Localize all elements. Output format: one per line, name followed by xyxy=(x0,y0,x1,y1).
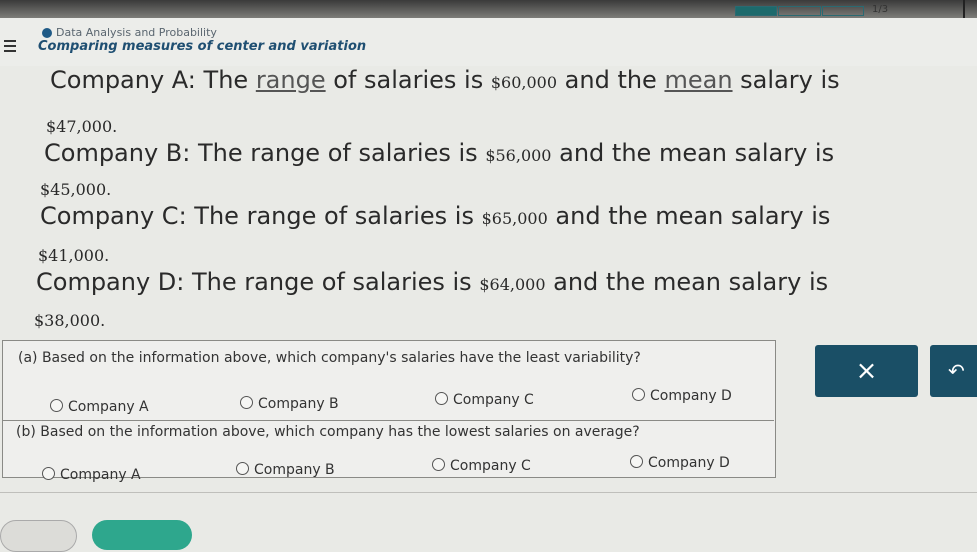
option-label: Company A xyxy=(68,399,149,415)
salary-value: $38,000. xyxy=(34,311,106,330)
option-a-company-d[interactable] xyxy=(632,388,732,404)
salary-value: $45,000. xyxy=(40,180,112,199)
radio-button[interactable] xyxy=(432,458,445,471)
mean-word: mean xyxy=(652,268,722,296)
statement-text: and the xyxy=(559,139,652,167)
salary-value: $41,000. xyxy=(38,246,110,265)
statement-a xyxy=(50,66,840,94)
option-b-company-d[interactable] xyxy=(630,455,730,471)
statement-text: The xyxy=(192,268,237,296)
undo-button[interactable] xyxy=(930,345,977,397)
statement-text: and the xyxy=(555,202,648,230)
statement-text: of salaries is xyxy=(324,202,474,230)
radio-button[interactable] xyxy=(632,388,645,401)
option-label: Company A xyxy=(60,467,141,483)
radio-button[interactable] xyxy=(42,467,55,480)
company-label: Company D: xyxy=(36,268,185,296)
statement-text: of salaries is xyxy=(327,139,478,167)
range-word: range xyxy=(246,202,317,230)
option-a-company-c[interactable] xyxy=(435,392,534,408)
statement-c xyxy=(40,202,830,230)
mean-word: mean xyxy=(658,139,727,167)
option-label: Company B xyxy=(258,396,339,412)
statement-d xyxy=(36,268,828,296)
radio-button[interactable] xyxy=(240,396,253,409)
range-link[interactable]: range xyxy=(255,66,326,94)
statement-text: The xyxy=(198,139,243,167)
mean-word: mean xyxy=(655,202,724,230)
divider xyxy=(2,420,774,421)
radio-button[interactable] xyxy=(630,455,643,468)
option-label: Company D xyxy=(650,388,732,404)
progress-bar xyxy=(735,6,865,16)
progress-segment xyxy=(822,6,864,16)
option-label: Company B xyxy=(254,462,335,478)
option-label: Company D xyxy=(648,455,730,471)
footer-primary-button[interactable] xyxy=(92,520,192,550)
salary-value: $47,000. xyxy=(46,117,118,136)
statement-text: and the xyxy=(564,66,657,94)
option-label: Company C xyxy=(450,458,531,474)
statement-text: The xyxy=(194,202,239,230)
option-b-company-a[interactable] xyxy=(42,467,141,483)
progress-segment xyxy=(735,6,777,16)
statement-text: and the xyxy=(553,268,646,296)
clear-button[interactable] xyxy=(815,345,918,397)
progress-text: 1/3 xyxy=(872,4,889,15)
range-value: $60,000 xyxy=(490,73,558,92)
mean-link[interactable]: mean xyxy=(664,66,733,94)
option-a-company-a[interactable] xyxy=(50,399,149,415)
statement-b xyxy=(44,139,834,167)
company-label: Company B: xyxy=(44,139,191,167)
statement-text: salary is xyxy=(734,139,835,167)
question-a-text: (a) Based on the information above, which company's salaries have the least variability? xyxy=(18,350,641,366)
menu-icon[interactable] xyxy=(4,40,16,54)
status-dot-icon xyxy=(42,28,52,38)
radio-button[interactable] xyxy=(236,462,249,475)
range-value: $56,000 xyxy=(485,146,552,165)
statement-text: salary is xyxy=(728,268,829,296)
option-a-company-b[interactable] xyxy=(240,396,339,412)
range-value: $65,000 xyxy=(481,209,548,228)
question-b-text: (b) Based on the information above, which company has the lowest salaries on average? xyxy=(16,424,640,440)
range-word: range xyxy=(244,268,315,296)
range-word: range xyxy=(250,139,321,167)
statement-text: salary is xyxy=(740,66,840,94)
option-b-company-b[interactable] xyxy=(236,462,335,478)
statement-text: of salaries is xyxy=(333,66,484,94)
statement-text: salary is xyxy=(730,202,831,230)
page-title: Comparing measures of center and variation xyxy=(38,39,367,54)
option-b-company-c[interactable] xyxy=(432,458,531,474)
close-icon: × xyxy=(855,356,878,386)
radio-button[interactable] xyxy=(50,399,63,412)
footer-divider xyxy=(0,492,977,493)
radio-button[interactable] xyxy=(435,392,448,405)
undo-icon: ↶ xyxy=(948,359,965,383)
statement-text: The xyxy=(203,66,249,94)
range-value: $64,000 xyxy=(479,275,546,294)
progress-segment xyxy=(778,6,820,16)
option-label: Company C xyxy=(453,392,534,408)
footer-secondary-button[interactable] xyxy=(0,520,77,552)
company-label: Company C: xyxy=(40,202,187,230)
company-label: Company A: xyxy=(50,66,196,94)
topic-subtitle: Data Analysis and Probability xyxy=(56,26,217,39)
statement-text: of salaries is xyxy=(321,268,472,296)
